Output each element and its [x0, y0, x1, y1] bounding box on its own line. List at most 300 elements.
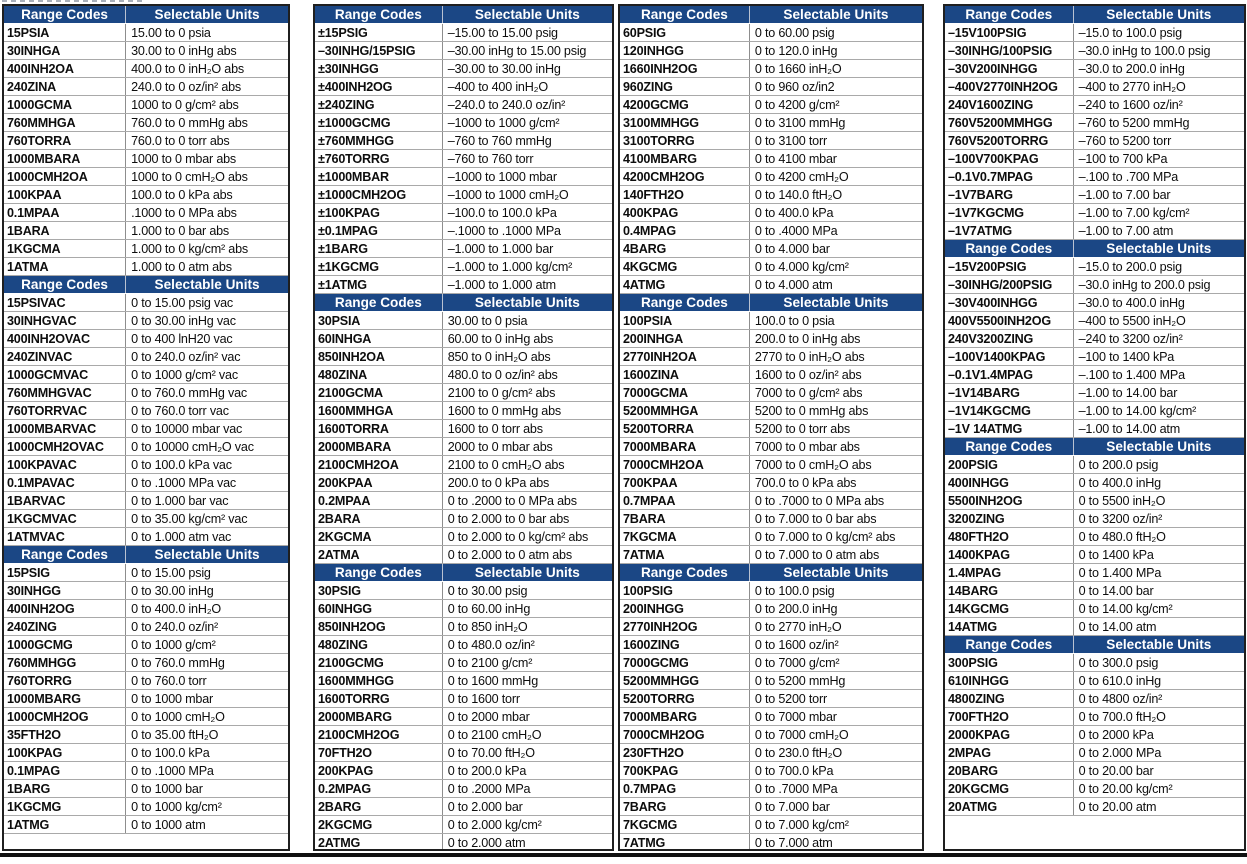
range-code-cell: 0.7MPAG	[620, 780, 750, 797]
units-cell: 0 to 700.0 kPa	[754, 764, 834, 778]
units-cell: 0 to 400.0 inH₂O	[131, 602, 222, 616]
units-cell: 0 to 10000 mbar vac	[131, 422, 243, 436]
units-cell: 0 to 200.0 kPa	[447, 764, 527, 778]
range-code-cell: 2100CMH2OG	[315, 726, 443, 743]
range-code-cell: ±0.1MPAG	[315, 222, 443, 239]
table-row	[945, 312, 1244, 330]
table-row	[4, 744, 288, 762]
range-code-cell: 1ATMVAC	[4, 528, 126, 545]
table-row	[315, 60, 612, 78]
table-row	[620, 780, 922, 798]
units-cell: 0 to 2.000 kg/cm²	[447, 818, 542, 832]
range-code-cell: 5200MMHGA	[620, 402, 750, 419]
range-code-cell: 760MMHGVAC	[4, 384, 126, 401]
units-cell: 0 to 4100 mbar	[754, 152, 837, 166]
range-code-cell: 1600TORRG	[315, 690, 443, 707]
units-cell: 0 to 240.0 oz/in²	[131, 620, 219, 634]
table-row	[620, 816, 922, 834]
units-cell: 480.0 to 0 oz/in² abs	[447, 368, 558, 382]
table-row	[620, 114, 922, 132]
units-cell: 0 to 10000 cmH₂O vac	[131, 440, 254, 454]
range-code-cell: 0.7MPAA	[620, 492, 750, 509]
table-row	[620, 402, 922, 420]
units-cell: 0 to 4.000 kg/cm²	[754, 260, 849, 274]
table-row	[945, 582, 1244, 600]
table-row	[945, 132, 1244, 150]
units-cell: 0 to 7000 mbar	[754, 710, 837, 724]
table-row	[620, 546, 922, 564]
units-cell: 0 to 1.000 atm vac	[131, 530, 232, 544]
range-code-cell: 760TORRVAC	[4, 402, 126, 419]
units-cell: 0 to 30.00 inHg vac	[131, 314, 236, 328]
range-code-cell: 300PSIG	[945, 654, 1074, 671]
range-code-cell: 240V1600ZING	[945, 96, 1074, 113]
units-cell: –760 to 5200 mmHg	[1078, 116, 1190, 130]
units-cell: 7000 to 0 cmH₂O abs	[754, 458, 872, 472]
units-cell: 200.0 to 0 inHg abs	[754, 332, 861, 346]
selectable-units-header: Selectable Units	[154, 547, 260, 562]
table-row	[620, 276, 922, 294]
units-cell: 5200 to 0 torr abs	[754, 422, 850, 436]
units-cell: 0 to 960 oz/in2	[754, 80, 835, 94]
table-row	[4, 150, 288, 168]
table-row	[315, 636, 612, 654]
table-row	[620, 600, 922, 618]
units-cell: 30.00 to 0 psia	[447, 314, 528, 328]
range-code-cell: –1V7KGCMG	[945, 204, 1074, 221]
table-row	[315, 762, 612, 780]
selectable-units-header: Selectable Units	[474, 565, 580, 580]
units-cell: 0 to 760.0 torr	[131, 674, 207, 688]
table-row	[945, 348, 1244, 366]
range-code-cell: 200KPAG	[315, 762, 443, 779]
table-row	[315, 150, 612, 168]
range-code-cell: 1ATMG	[4, 816, 126, 833]
units-cell: 1000 to 0 cmH₂O abs	[131, 170, 248, 184]
range-code-cell: ±15PSIG	[315, 24, 443, 41]
range-code-cell: 30INHGA	[4, 42, 126, 59]
table-header-row	[315, 6, 612, 24]
range-code-cell: –30INHG/200PSIG	[945, 276, 1074, 293]
range-code-cell: –100V700KPAG	[945, 150, 1074, 167]
units-cell: –.100 to 1.400 MPa	[1078, 368, 1185, 382]
table-row	[315, 654, 612, 672]
range-code-cell: 2000KPAG	[945, 726, 1074, 743]
page-bottom-rule	[0, 853, 1247, 857]
units-cell: 0 to 300.0 psig	[1078, 656, 1159, 670]
selectable-units-header: Selectable Units	[1106, 439, 1212, 454]
range-code-cell: 1600MMHGG	[315, 672, 443, 689]
range-code-cell: 850INH2OG	[315, 618, 443, 635]
range-code-cell: 400KPAG	[620, 204, 750, 221]
units-cell: 2000 to 0 mbar abs	[447, 440, 553, 454]
units-cell: 0 to 100.0 kPa vac	[131, 458, 232, 472]
units-cell: –30.0 to 400.0 inHg	[1078, 296, 1185, 310]
range-code-cell: 760MMHGG	[4, 654, 126, 671]
range-code-cell: 35FTH2O	[4, 726, 126, 743]
table-row	[4, 456, 288, 474]
units-cell: –1000 to 1000 cmH₂O	[447, 188, 569, 202]
table-row	[945, 510, 1244, 528]
units-cell: –400 to 5500 inH₂O	[1078, 314, 1186, 328]
range-code-cell: ±30INHGG	[315, 60, 443, 77]
table-row	[4, 294, 288, 312]
table-row	[945, 402, 1244, 420]
units-cell: 0 to 7000 g/cm²	[754, 656, 840, 670]
range-code-cell: –30V200INHGG	[945, 60, 1074, 77]
range-code-cell: 2MPAG	[945, 744, 1074, 761]
table-row	[945, 492, 1244, 510]
units-cell: 0 to 610.0 inHg	[1078, 674, 1161, 688]
table-row	[315, 510, 612, 528]
units-cell: 0 to 1400 kPa	[1078, 548, 1154, 562]
range-code-cell: 2770INH2OA	[620, 348, 750, 365]
table-row	[4, 654, 288, 672]
units-cell: 0 to 200.0 inHg	[754, 602, 838, 616]
range-code-cell: 30PSIA	[315, 312, 443, 329]
table-header-row	[315, 564, 612, 582]
table-header-row	[945, 636, 1244, 654]
range-code-cell: 2100CMH2OA	[315, 456, 443, 473]
table-row	[945, 222, 1244, 240]
table-row	[4, 366, 288, 384]
table-row	[4, 258, 288, 276]
units-cell: 0 to 1600 oz/in²	[754, 638, 839, 652]
range-code-cell: 100KPAG	[4, 744, 126, 761]
table-row	[315, 276, 612, 294]
units-cell: 0 to 4200 g/cm²	[754, 98, 840, 112]
units-cell: –15.00 to 15.00 psig	[447, 26, 558, 40]
table-row	[945, 150, 1244, 168]
range-code-cell: 200PSIG	[945, 456, 1074, 473]
range-code-cell: 60INHGA	[315, 330, 443, 347]
table-row	[4, 168, 288, 186]
units-cell: 0 to 1000 mbar	[131, 692, 214, 706]
range-code-cell: 4800ZING	[945, 690, 1074, 707]
range-code-cell: 100KPAVAC	[4, 456, 126, 473]
units-cell: –1.00 to 14.00 bar	[1078, 386, 1178, 400]
units-cell: 0 to 7.000 atm	[754, 836, 833, 850]
table-row	[4, 492, 288, 510]
range-code-cell: 2000MBARA	[315, 438, 443, 455]
range-code-cell: 480ZINA	[315, 366, 443, 383]
table-row	[4, 384, 288, 402]
table-row	[315, 420, 612, 438]
units-cell: 7000 to 0 mbar abs	[754, 440, 860, 454]
units-cell: 0 to 15.00 psig vac	[131, 296, 234, 310]
table-row	[945, 276, 1244, 294]
range-code-cell: 240ZING	[4, 618, 126, 635]
units-cell: 1.000 to 0 bar abs	[131, 224, 230, 238]
units-cell: 0 to 35.00 ftH₂O	[131, 728, 219, 742]
table-row	[4, 798, 288, 816]
units-cell: 0 to 1600 torr	[447, 692, 520, 706]
range-code-cell: 7BARA	[620, 510, 750, 527]
table-row	[315, 834, 612, 851]
range-code-cell: 2ATMG	[315, 834, 443, 851]
table-row	[945, 330, 1244, 348]
range-code-cell: 760V5200TORRG	[945, 132, 1074, 149]
units-cell: 0 to 1000 atm	[131, 818, 206, 832]
range-code-cell: 610INHGG	[945, 672, 1074, 689]
table-row	[945, 456, 1244, 474]
table-row	[4, 564, 288, 582]
range-code-cell: ±1ATMG	[315, 276, 443, 293]
table-row	[620, 672, 922, 690]
range-code-cell: ±760MMHGG	[315, 132, 443, 149]
table-header-row	[4, 6, 288, 24]
table-row	[315, 456, 612, 474]
range-code-cell: 14ATMG	[945, 618, 1074, 635]
table-row	[4, 438, 288, 456]
table-row	[315, 600, 612, 618]
table-row	[315, 330, 612, 348]
table-row	[4, 204, 288, 222]
range-code-cell: 4BARG	[620, 240, 750, 257]
units-cell: 1600 to 0 mmHg abs	[447, 404, 562, 418]
units-cell: 0 to 850 inH₂O	[447, 620, 528, 634]
table-row	[945, 114, 1244, 132]
units-cell: –400 to 400 inH₂O	[447, 80, 548, 94]
units-cell: 0 to 3200 oz/in²	[1078, 512, 1163, 526]
range-code-cell: ±760TORRG	[315, 150, 443, 167]
units-cell: 0 to 14.00 bar	[1078, 584, 1154, 598]
units-cell: –240.0 to 240.0 oz/in²	[447, 98, 566, 112]
units-cell: 0 to .2000 to 0 MPa abs	[447, 494, 577, 508]
table-row	[945, 186, 1244, 204]
range-code-cell: 400INH2OVAC	[4, 330, 126, 347]
units-cell: 400.0 to 0 inH₂O abs	[131, 62, 245, 76]
units-cell: 0 to 60.00 inHg	[447, 602, 531, 616]
table-header-row	[945, 240, 1244, 258]
range-code-cell: 1600MMHGA	[315, 402, 443, 419]
table-row	[620, 186, 922, 204]
range-code-cell: 2000MBARG	[315, 708, 443, 725]
range-code-cell: 60INHGG	[315, 600, 443, 617]
units-cell: 0 to 7.000 kg/cm²	[754, 818, 849, 832]
table-row	[945, 654, 1244, 672]
range-code-cell: 70FTH2O	[315, 744, 443, 761]
units-cell: 0 to 20.00 kg/cm²	[1078, 782, 1173, 796]
table-row	[945, 60, 1244, 78]
units-cell: 0 to 120.0 inHg	[754, 44, 838, 58]
units-cell: –240 to 1600 oz/in²	[1078, 98, 1183, 112]
units-cell: –1.00 to 14.00 atm	[1078, 422, 1180, 436]
units-cell: 0 to 14.00 kg/cm²	[1078, 602, 1173, 616]
units-cell: .1000 to 0 MPa abs	[131, 206, 237, 220]
units-cell: 240.0 to 0 oz/in² abs	[131, 80, 242, 94]
table-row	[945, 96, 1244, 114]
units-cell: –1.00 to 7.00 kg/cm²	[1078, 206, 1190, 220]
table-row	[315, 546, 612, 564]
table-row	[620, 258, 922, 276]
table-row	[620, 834, 922, 851]
units-cell: –.1000 to .1000 MPa	[447, 224, 561, 238]
table-header-row	[620, 564, 922, 582]
units-cell: 0 to 7.000 to 0 bar abs	[754, 512, 877, 526]
range-code-cell: 3100MMHGG	[620, 114, 750, 131]
table-row	[945, 366, 1244, 384]
units-cell: 0 to 760.0 mmHg vac	[131, 386, 248, 400]
units-cell: 760.0 to 0 mmHg abs	[131, 116, 248, 130]
units-cell: 0 to .1000 MPa	[131, 764, 214, 778]
range-codes-header: Range Codes	[315, 294, 443, 311]
units-cell: 0 to 230.0 ftH₂O	[754, 746, 842, 760]
table-row	[945, 546, 1244, 564]
range-code-cell: ±1BARG	[315, 240, 443, 257]
range-codes-header: Range Codes	[4, 6, 126, 23]
table-row	[315, 672, 612, 690]
table-row	[620, 582, 922, 600]
range-code-cell: 20ATMG	[945, 798, 1074, 815]
table-row	[620, 654, 922, 672]
range-code-cell: 760TORRA	[4, 132, 126, 149]
range-code-cell: 4200CMH2OG	[620, 168, 750, 185]
range-code-cell: 1000GCMG	[4, 636, 126, 653]
units-cell: 0 to 70.00 ftH₂O	[447, 746, 535, 760]
units-cell: 0 to 3100 torr	[754, 134, 827, 148]
range-code-cell: 2ATMA	[315, 546, 443, 563]
range-code-cell: 7000MBARA	[620, 438, 750, 455]
units-cell: 0 to 700.0 ftH₂O	[1078, 710, 1166, 724]
range-code-cell: 100PSIA	[620, 312, 750, 329]
units-cell: 0 to 7.000 to 0 atm abs	[754, 548, 880, 562]
table-row	[620, 150, 922, 168]
range-code-cell: 0.1MPAA	[4, 204, 126, 221]
range-code-cell: –400V2770INH2OG	[945, 78, 1074, 95]
units-cell: 0 to 2.000 to 0 kg/cm² abs	[447, 530, 589, 544]
units-cell: 0 to 5200 mmHg	[754, 674, 846, 688]
table-header-row	[620, 294, 922, 312]
table-row	[4, 582, 288, 600]
units-cell: 850 to 0 inH₂O abs	[447, 350, 551, 364]
table-row	[315, 438, 612, 456]
range-code-cell: –1V 14ATMG	[945, 420, 1074, 437]
table-row	[945, 78, 1244, 96]
units-cell: 0 to 2000 kPa	[1078, 728, 1154, 742]
table-row	[315, 114, 612, 132]
range-code-cell: 400INH2OA	[4, 60, 126, 77]
range-code-cell: 230FTH2O	[620, 744, 750, 761]
units-cell: –100 to 1400 kPa	[1078, 350, 1175, 364]
range-code-cell: 15PSIG	[4, 564, 126, 581]
units-cell: 2100 to 0 cmH₂O abs	[447, 458, 565, 472]
selectable-units-header: Selectable Units	[154, 277, 260, 292]
range-code-cell: 760V5200MMHGG	[945, 114, 1074, 131]
range-code-cell: 850INH2OA	[315, 348, 443, 365]
table-row	[620, 690, 922, 708]
range-code-cell: –30INHG/100PSIG	[945, 42, 1074, 59]
selectable-units-header: Selectable Units	[1106, 637, 1212, 652]
units-cell: 0 to .7000 to 0 MPa abs	[754, 494, 884, 508]
table-header-row	[945, 438, 1244, 456]
range-code-cell: 7000MBARG	[620, 708, 750, 725]
units-cell: 1000 to 0 g/cm² abs	[131, 98, 239, 112]
units-cell: 0 to 1000 kg/cm²	[131, 800, 222, 814]
units-cell: 0 to 1000 g/cm²	[131, 638, 216, 652]
table-row	[4, 132, 288, 150]
range-code-cell: 3100TORRG	[620, 132, 750, 149]
units-cell: 0 to 30.00 psig	[447, 584, 528, 598]
range-code-cell: 1600ZINA	[620, 366, 750, 383]
table-row	[315, 312, 612, 330]
range-code-cell: 5200TORRA	[620, 420, 750, 437]
range-code-cell: 760MMHGA	[4, 114, 126, 131]
range-code-cell: 2BARG	[315, 798, 443, 815]
range-code-cell: 1BARVAC	[4, 492, 126, 509]
units-cell: 0 to 7.000 bar	[754, 800, 830, 814]
table-row	[4, 348, 288, 366]
table-row	[945, 294, 1244, 312]
units-cell: 0 to 2.000 MPa	[1078, 746, 1162, 760]
range-code-cell: –0.1V1.4MPAG	[945, 366, 1074, 383]
units-cell: –1.00 to 7.00 bar	[1078, 188, 1171, 202]
range-code-cell: 1600ZING	[620, 636, 750, 653]
table-row	[945, 474, 1244, 492]
units-cell: 0 to 140.0 ftH₂O	[754, 188, 842, 202]
units-cell: 0 to 14.00 atm	[1078, 620, 1157, 634]
range-codes-header: Range Codes	[315, 6, 443, 23]
range-code-cell: 200KPAA	[315, 474, 443, 491]
range-code-cell: 480ZING	[315, 636, 443, 653]
range-codes-header: Range Codes	[620, 294, 750, 311]
table-row	[315, 24, 612, 42]
selectable-units-header: Selectable Units	[474, 295, 580, 310]
table-row	[4, 96, 288, 114]
range-code-cell: 0.1MPAG	[4, 762, 126, 779]
table-header-row	[4, 276, 288, 294]
table-row	[4, 240, 288, 258]
table-row	[315, 240, 612, 258]
table-row	[315, 348, 612, 366]
units-cell: –1000 to 1000 g/cm²	[447, 116, 560, 130]
range-code-cell: 1BARG	[4, 780, 126, 797]
table-row	[315, 816, 612, 834]
range-code-cell: 1BARA	[4, 222, 126, 239]
range-code-cell: 20BARG	[945, 762, 1074, 779]
range-code-cell: 1000GCMA	[4, 96, 126, 113]
range-code-cell: 1KGCMVAC	[4, 510, 126, 527]
units-cell: 0 to 4800 oz/in²	[1078, 692, 1163, 706]
table-row	[4, 24, 288, 42]
table-row	[945, 204, 1244, 222]
table-row	[620, 96, 922, 114]
units-cell: 2770 to 0 inH₂O abs	[754, 350, 865, 364]
selectable-units-header: Selectable Units	[783, 565, 889, 580]
table-row	[315, 582, 612, 600]
range-code-cell: 1400KPAG	[945, 546, 1074, 563]
units-cell: –1.00 to 14.00 kg/cm²	[1078, 404, 1197, 418]
table-row	[620, 312, 922, 330]
table-row	[945, 618, 1244, 636]
units-cell: 15.00 to 0 psia	[131, 26, 211, 40]
range-code-cell: 200INHGA	[620, 330, 750, 347]
selectable-units-header: Selectable Units	[474, 7, 580, 22]
range-code-cell: 2BARA	[315, 510, 443, 527]
range-code-cell: –1V7ATMG	[945, 222, 1074, 239]
range-code-cell: –1V14KGCMG	[945, 402, 1074, 419]
range-codes-header: Range Codes	[620, 564, 750, 581]
table-row	[4, 42, 288, 60]
table-row	[620, 762, 922, 780]
units-cell: 0 to 480.0 ftH₂O	[1078, 530, 1166, 544]
range-code-cell: 4KGCMG	[620, 258, 750, 275]
page-crop-mark	[2, 0, 142, 2]
table-row	[945, 384, 1244, 402]
range-code-cell: –0.1V0.7MPAG	[945, 168, 1074, 185]
table-row	[620, 474, 922, 492]
table-row	[945, 258, 1244, 276]
